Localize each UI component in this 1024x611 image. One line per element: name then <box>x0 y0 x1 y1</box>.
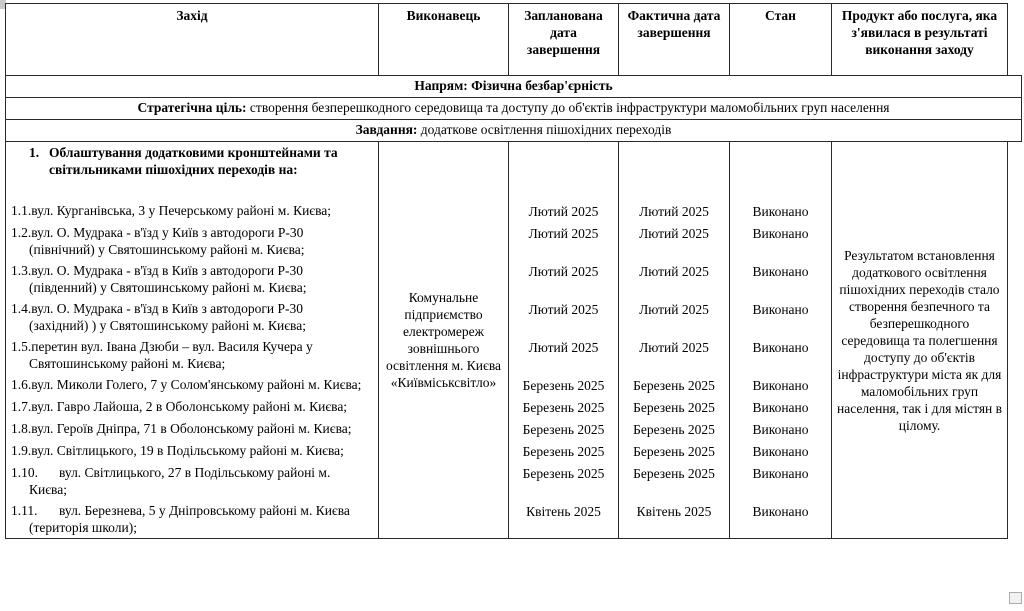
table-resize-handle[interactable] <box>1009 592 1022 604</box>
planned-date-cell: Березень 2025 <box>509 396 619 418</box>
planned-date-cell: Квітень 2025 <box>509 500 619 539</box>
measure-cell <box>6 440 379 462</box>
status-cell: Виконано <box>730 500 832 539</box>
column-header-result: Продукт або послуга, яка з'явилася в результаті виконання заходу <box>832 4 1008 76</box>
band-rows-table <box>5 75 1022 142</box>
column-header-planned-date: Запланована дата завершення <box>509 4 619 76</box>
item-text: вул. О. Мудрака - в'їзд у Київ з автодороги Р-30 (північний) у Святошинському районі м. Києва; <box>29 225 305 257</box>
planned-date-cell: Березень 2025 <box>509 418 619 440</box>
measure-cell <box>6 200 379 222</box>
actual-date-cell: Березень 2025 <box>619 418 730 440</box>
item-number: 1.9. <box>11 443 32 458</box>
header-row <box>6 4 1008 76</box>
column-header-measure: Захід <box>6 4 379 76</box>
planned-date-cell: Березень 2025 <box>509 462 619 500</box>
planned-date-cell: Лютий 2025 <box>509 336 619 374</box>
actual-date-cell: Лютий 2025 <box>619 222 730 260</box>
planned-date-cell: Березень 2025 <box>509 374 619 396</box>
measure-cell <box>6 418 379 440</box>
item-number: 1.4. <box>11 301 32 316</box>
actual-date-cell: Березень 2025 <box>619 396 730 418</box>
actual-date-cell: Лютий 2025 <box>619 260 730 298</box>
item-text: вул. Героїв Дніпра, 71 в Оболонському районі м. Києва; <box>31 421 352 436</box>
status-cell: Виконано <box>730 418 832 440</box>
status-cell: Виконано <box>730 374 832 396</box>
actual-date-cell: Березень 2025 <box>619 440 730 462</box>
measure-cell <box>6 374 379 396</box>
direction-cell <box>6 76 1022 98</box>
item-text: вул. О. Мудрака - в'їзд в Київ з автодороги Р-30 (південний) у Святошинському районі м. Києва; <box>29 263 307 295</box>
task-cell <box>6 120 1022 142</box>
measure-cell <box>6 260 379 298</box>
status-cell: Виконано <box>730 336 832 374</box>
measure-cell <box>6 500 379 539</box>
planned-date-cell <box>509 142 619 201</box>
measures-table <box>5 141 1008 539</box>
task-row <box>6 120 1022 142</box>
actual-date-cell: Квітень 2025 <box>619 500 730 539</box>
measure-group-text: Облаштування додатковими кронштейнами та світильниками пішохідних переходів на: <box>49 145 338 177</box>
status-cell: Виконано <box>730 440 832 462</box>
measure-cell <box>6 336 379 374</box>
status-cell: Виконано <box>730 396 832 418</box>
item-text: вул. Світлицького, 19 в Подільському районі м. Києва; <box>31 443 344 458</box>
status-cell: Виконано <box>730 200 832 222</box>
item-number: 1.11. <box>11 503 38 518</box>
item-number: 1.7. <box>11 399 32 414</box>
item-text: вул. Курганівська, 3 у Печерському районі м. Києва; <box>31 203 332 218</box>
measure-group-title <box>6 142 379 201</box>
item-number: 1.6. <box>11 377 32 392</box>
item-text: вул. Березнева, 5 у Дніпровському районі м. Києва (територія школи); <box>29 503 350 535</box>
actual-date-cell: Лютий 2025 <box>619 298 730 336</box>
measure-cell <box>6 298 379 336</box>
status-cell: Виконано <box>730 222 832 260</box>
planned-date-cell: Лютий 2025 <box>509 298 619 336</box>
actual-date-cell: Березень 2025 <box>619 462 730 500</box>
actual-date-cell <box>619 142 730 201</box>
item-text: перетин вул. Івана Дзюби – вул. Василя Кучера у Святошинському районі м. Києва; <box>29 339 313 371</box>
strategic-goal-text: створення безперешкодного середовища та доступу до об'єктів інфраструктури маломобільних груп населення <box>249 100 890 115</box>
status-cell: Виконано <box>730 260 832 298</box>
item-number: 1.3. <box>11 263 32 278</box>
item-text: вул. О. Мудрака - в'їзд в Київ з автодороги Р-30 (західний) ) у Святошинському районі м. Києва; <box>29 301 306 333</box>
measure-cell <box>6 222 379 260</box>
column-header-status: Стан <box>730 4 832 76</box>
planned-date-cell: Лютий 2025 <box>509 260 619 298</box>
actual-date-cell: Лютий 2025 <box>619 200 730 222</box>
item-number: 1.1. <box>11 203 32 218</box>
actual-date-cell: Березень 2025 <box>619 374 730 396</box>
strategic-goal-label: Стратегічна ціль: <box>137 100 247 115</box>
strategic-goal-cell <box>6 98 1022 120</box>
item-number: 1.8. <box>11 421 32 436</box>
planned-date-cell: Лютий 2025 <box>509 200 619 222</box>
status-cell: Виконано <box>730 462 832 500</box>
result-cell: Результатом встановлення додаткового освітлення пішохідних переходів стало створення безпечного та безперешкодного середовища та полегшення доступу до об'єктів інфраструктури міста як для маломобільних груп населення, так і для містян в цілому. <box>832 142 1008 539</box>
measure-cell <box>6 396 379 418</box>
planned-date-cell: Березень 2025 <box>509 440 619 462</box>
table-row <box>6 142 1008 201</box>
strategic-goal-row <box>6 98 1022 120</box>
item-text: вул. Миколи Голего, 7 у Солом'янському районі м. Києва; <box>31 377 362 392</box>
status-cell: Виконано <box>730 298 832 336</box>
direction-text: Фізична безбар'єрність <box>471 78 613 93</box>
executor-cell: Комунальне підприємство електромереж зовнішнього освітлення м. Києва «Київміськсвітло» <box>379 142 509 539</box>
measure-cell <box>6 462 379 500</box>
status-cell <box>730 142 832 201</box>
report-table <box>5 3 1022 539</box>
item-number: 1.2. <box>11 225 32 240</box>
task-text: додаткове освітлення пішохідних переходів <box>420 122 672 137</box>
task-label: Завдання: <box>355 122 418 137</box>
item-number: 1.5. <box>11 339 32 354</box>
item-number: 1.10. <box>11 465 38 480</box>
item-text: вул. Світлицького, 27 в Подільському районі м. Києва; <box>29 465 331 497</box>
measure-group-number: 1. <box>29 145 40 160</box>
column-header-actual-date: Фактична дата завершення <box>619 4 730 76</box>
direction-row <box>6 76 1022 98</box>
column-header-executor: Виконавець <box>379 4 509 76</box>
actual-date-cell: Лютий 2025 <box>619 336 730 374</box>
planned-date-cell: Лютий 2025 <box>509 222 619 260</box>
direction-label: Напрям: <box>414 78 468 93</box>
header-row-table <box>5 3 1008 76</box>
item-text: вул. Гавро Лайоша, 2 в Оболонському районі м. Києва; <box>31 399 348 414</box>
